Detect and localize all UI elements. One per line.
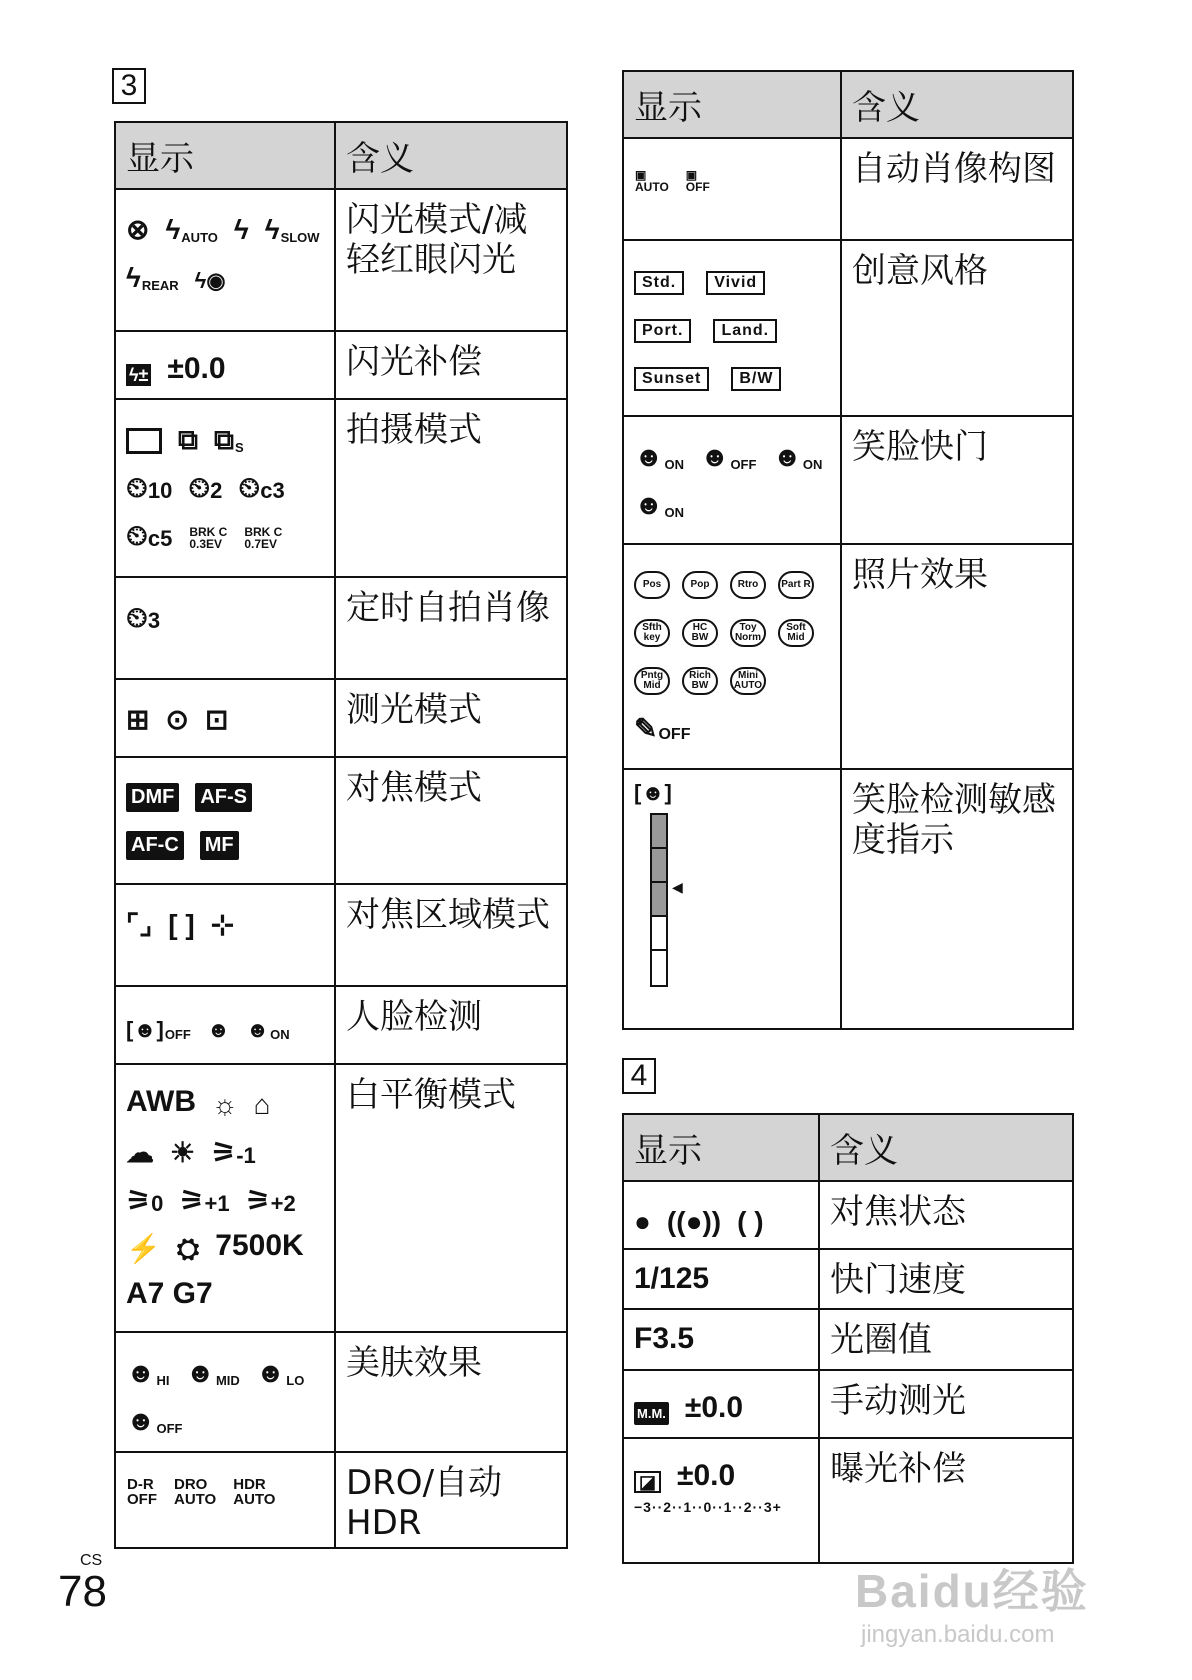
wide-focus-area-icon: ⌜⌟ [126,909,153,940]
meaning-text: 白平衡模式 [346,1075,516,1115]
header-meaning: 含义 [841,71,1073,138]
section-3-label: 3 [112,68,146,104]
meaning-text: 创意风格 [852,251,988,291]
header-meaning: 含义 [819,1114,1073,1181]
style-sunset: Sunset [634,367,709,391]
effect-retro: Rtro [730,571,766,599]
incandescent-icon: ☀ [170,1137,196,1168]
af-c-badge: AF-C [126,831,184,860]
table-row [115,399,567,577]
auto-framing-auto-icon: ▣ AUTO [635,168,669,194]
single-shot-icon [126,428,162,454]
table-row [115,757,567,884]
manual-metering-value: ±0.0 [684,1391,744,1424]
table-row [623,1249,1073,1309]
header-display: 显示 [623,1114,819,1181]
self-portrait-timer-icon: ⏲ 3 [126,602,161,633]
meaning-text: 闪光模式/减轻红眼闪光 [346,200,528,280]
auto-framing-off-icon: ▣ OFF [685,168,710,194]
red-eye-icon: ϟ◉ [194,268,226,293]
color-temperature-label: 7500K [215,1229,304,1262]
style-landscape: Land. [713,319,777,343]
af-s-badge: AF-S [195,783,252,812]
table-row [623,544,1073,769]
exposure-compensation-value: ±0.0 [677,1459,736,1492]
meaning-text: 快门速度 [830,1260,966,1300]
table-row [623,1438,1073,1563]
table-row [115,189,567,331]
flash-wb-icon: ⚡ [126,1233,161,1264]
soft-skin-off-icon: ☻ OFF [126,1405,183,1436]
focus-adjusting-icon: ((●)) [666,1206,722,1237]
dmf-badge: DMF [126,783,179,812]
self-timer-10-icon: ⏲ 10 [126,472,173,503]
meaning-text: 人脸检测 [346,997,482,1037]
header-display: 显示 [115,122,335,189]
self-timer-continuous-5-icon: ⏲ c5 [126,520,173,551]
mf-badge: MF [200,831,239,860]
table-row [115,679,567,757]
watermark [855,1555,1089,1649]
dro-off-icon: D-R OFF [127,1476,157,1508]
table-row [623,138,1073,240]
effect-soft-focus: Soft Mid [778,619,814,647]
flash-auto-circle-icon: ⊗ [126,214,150,245]
meaning-text: 美肤效果 [346,1343,482,1383]
meaning-text: 自动肖像构图 [852,149,1056,189]
flexible-spot-icon: ⊹ [210,909,235,940]
table-row [115,986,567,1064]
language-marker: CS [80,1552,103,1569]
meaning-text: 定时自拍肖像 [346,588,550,628]
shutter-speed-value: 1/125 [634,1262,710,1295]
table-row [623,769,1073,1029]
focus-locked-icon: ● [634,1206,651,1237]
cloudy-icon: ☁ [126,1137,154,1168]
awb-label: AWB [126,1085,196,1118]
table-row [623,1181,1073,1249]
daylight-icon: ☼ [212,1089,238,1120]
table-header-row [623,1114,1073,1181]
effect-pop-color: Pop [682,571,718,599]
meaning-text: 笑脸检测敏感度指示 [852,780,1056,860]
effect-rich-tone-mono: Rich BW [682,667,718,695]
effect-miniature: Mini AUTO [730,667,766,695]
style-bw: B/W [731,367,781,391]
table-row [115,1332,567,1452]
meaning-text: 照片效果 [852,555,988,595]
effect-posterization: Pos [634,571,670,599]
meaning-text: 曝光补偿 [830,1449,966,1489]
self-timer-continuous-3-icon: ⏲ c3 [238,472,285,503]
page-number-block [58,1552,107,1614]
table-row [115,884,567,986]
sensitivity-pointer-icon: ◀ [672,879,683,895]
style-vivid: Vivid [706,271,765,295]
flash-compensation-icon: ϟ± [126,364,151,386]
bracket-0-3ev-icon: BRK C 0.3EV [189,525,228,551]
flash-auto-icon: ϟ AUTO [165,214,218,245]
multi-metering-icon: ⊞ [126,704,150,735]
effect-hdr-painting: Pntg Mid [634,667,670,695]
flash-compensation-value: ±0.0 [167,352,226,385]
soft-skin-lo-icon: ☻ LO [255,1357,305,1388]
section-4-label: 4 [622,1058,656,1094]
face-registration-icon: ☻ [206,1017,230,1042]
meaning-text: 笑脸快门 [852,427,988,467]
manual-metering-badge: M.M. [634,1402,669,1425]
right-table [622,70,1074,1030]
effect-toy-camera: Toy Norm [730,619,766,647]
fluorescent-0-icon: ⚞ 0 [126,1185,164,1216]
table-row [115,1064,567,1332]
focus-tracking-icon: ( ) [737,1206,764,1237]
effect-off-icon: ✎ OFF [634,713,691,744]
table-row [623,240,1073,416]
spot-metering-icon: ⊡ [204,704,229,735]
hdr-auto-icon: HDR AUTO [233,1476,276,1508]
section-3-table [114,121,568,1549]
table-row [623,416,1073,544]
header-meaning: 含义 [335,122,567,189]
speed-priority-continuous-icon: ⧉ S [214,424,244,455]
style-standard: Std. [634,271,684,295]
section-4-table [622,1113,1074,1564]
meaning-text: 测光模式 [346,690,482,730]
fluorescent-plus1-icon: ⚞ +1 [179,1185,230,1216]
table-row [623,1370,1073,1438]
center-metering-icon: ⊙ [165,704,189,735]
fluorescent-minus1-icon: ⚞ -1 [211,1137,256,1168]
page-number: 78 [58,1567,107,1616]
flash-on-icon: ϟ [233,214,249,245]
exposure-compensation-icon: ◪ [634,1471,661,1493]
table-header-row [115,122,567,189]
effect-soft-high-key: Sfth key [634,619,670,647]
fluorescent-plus2-icon: ⚞ +2 [245,1185,296,1216]
table-row [115,1452,567,1548]
watermark-brand: Baidu经验 [855,1565,1089,1617]
soft-skin-hi-icon: ☻ HI [126,1357,170,1388]
effect-partial-color: Part R [778,571,814,599]
table-row [115,331,567,399]
center-focus-area-icon: [ ] [168,909,195,940]
effect-high-contrast-mono: HC BW [682,619,718,647]
soft-skin-mid-icon: ☻ MID [185,1357,240,1388]
bracket-0-7ev-icon: BRK C 0.7EV [244,525,283,551]
meaning-text: 拍摄模式 [346,410,482,450]
meaning-text: 手动测光 [830,1381,966,1421]
meaning-text: 光圈值 [830,1320,932,1360]
exposure-scale: −3··2··1··0··1··2··3+ [634,1499,782,1515]
table-row [623,1309,1073,1370]
continuous-shot-icon: ⧉ [178,424,198,455]
face-detection-on-icon: ☻ ON [245,1017,290,1042]
self-timer-2-icon: ⏲ 2 [188,472,223,503]
meaning-text: DRO/自动HDR [346,1463,503,1543]
sensitivity-meter [650,813,683,987]
table-header-row [623,71,1073,138]
smile-shutter-on-icon: ☻ ON [634,441,684,472]
dro-auto-icon: DRO AUTO [174,1476,217,1508]
smile-shutter-big-icon: ☻ ON [634,489,684,520]
table-row [115,577,567,679]
flash-slow-icon: ϟ SLOW [264,214,320,245]
meaning-text: 对焦模式 [346,768,482,808]
header-display: 显示 [623,71,841,138]
smile-shutter-off-icon: ☻ OFF [699,441,757,472]
watermark-url: jingyan.baidu.com [861,1621,1055,1648]
meaning-text: 对焦状态 [830,1192,966,1232]
meaning-text: 对焦区域模式 [346,895,550,935]
color-filter-label: A7 G7 [126,1277,213,1310]
shade-icon: ⌂ [253,1089,271,1120]
face-detection-off-icon: [☻] OFF [126,1017,191,1042]
smile-shutter-normal-icon: ☻ ON [772,441,823,472]
aperture-value: F3.5 [634,1322,695,1355]
smile-detection-icon: [☻] [634,780,672,805]
meaning-text: 闪光补偿 [346,342,482,382]
flash-rear-icon: ϟ REAR [126,262,179,293]
style-portrait: Port. [634,319,691,343]
custom-wb-icon: ⛭ [176,1233,200,1264]
